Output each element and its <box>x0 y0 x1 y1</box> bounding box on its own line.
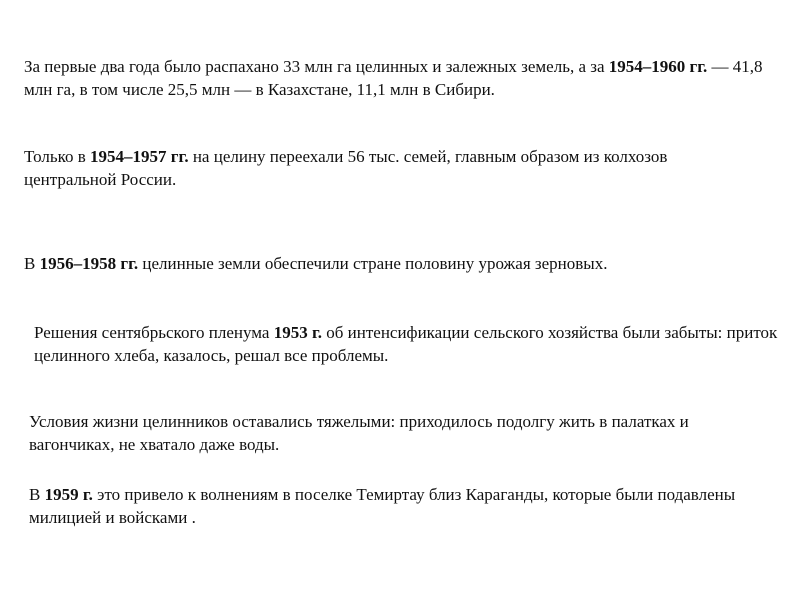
paragraph-families-moved <box>24 145 744 191</box>
paragraph-text: Только в <box>24 147 91 166</box>
bold-years: 1956–1958 гг. <box>39 254 139 273</box>
bold-year: 1959 г. <box>44 485 93 504</box>
paragraph-text: на целину переехали 56 тыс. семей, главным образом из колхозов центральной России. <box>24 147 668 189</box>
paragraph-text: это привело к волнениям в поселке Темиртау близ Караганды, которые были подавлены милицией и войсками . <box>29 485 736 527</box>
paragraph-text: В <box>29 485 45 504</box>
bold-years: 1954–1957 гг. <box>90 147 189 166</box>
paragraph-living-conditions <box>29 410 769 456</box>
paragraph-text: — 41,8 млн га, в том числе 25,5 млн — в Казахстане, 11,1 млн в Сибири. <box>24 57 763 99</box>
paragraph-text: Условия жизни целинников оставались тяжелыми: приходилось подолгу жить в палатках и вагончиках, не хватало даже воды. <box>29 412 689 454</box>
bold-year: 1953 г. <box>273 323 322 342</box>
paragraph-temirtau-unrest <box>29 483 769 529</box>
paragraph-text: об интенсификации сельского хозяйства были забыты: приток целинного хлеба, казалось, решал все проблемы. <box>34 323 778 365</box>
paragraph-text: За первые два года было распахано 33 млн га целинных и залежных земель, а за <box>24 57 609 76</box>
paragraph-text: Решения сентябрьского пленума <box>34 323 274 342</box>
paragraph-plowed-land <box>24 55 784 101</box>
bold-years: 1954–1960 гг. <box>608 57 708 76</box>
paragraph-text: целинные земли обеспечили стране половину урожая зерновых. <box>138 254 608 273</box>
paragraph-grain-harvest <box>24 252 784 275</box>
paragraph-plenum-decisions <box>34 321 784 367</box>
paragraph-text: В <box>24 254 40 273</box>
